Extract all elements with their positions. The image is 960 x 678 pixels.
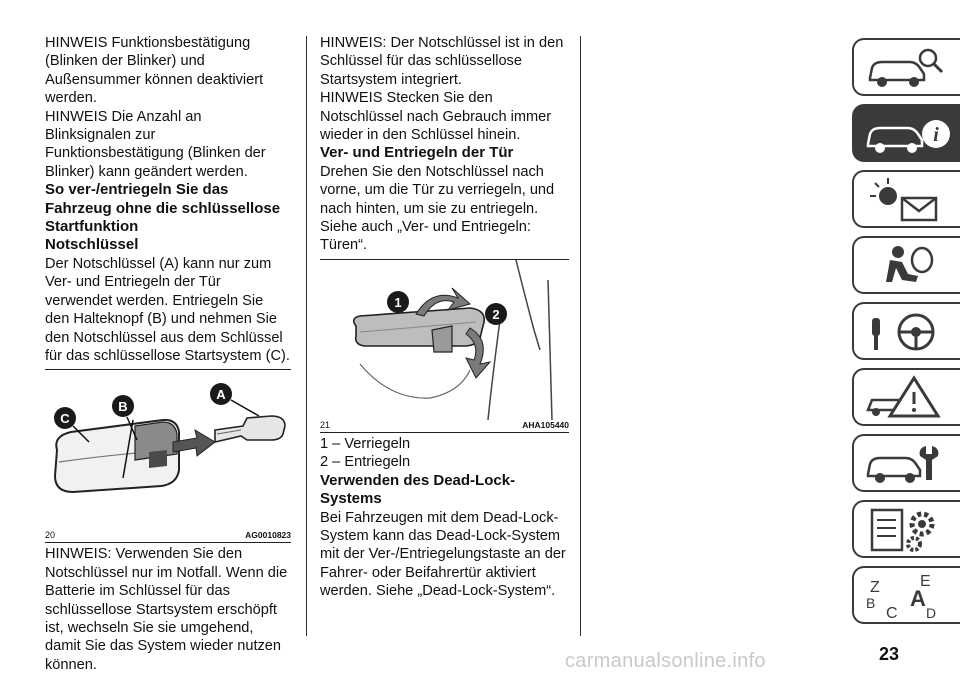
figure-caption (45, 530, 291, 543)
section-heading: Ver- und Entriegeln der Tür (320, 144, 514, 162)
tab-airbag-seat[interactable] (852, 236, 960, 294)
svg-text:A: A (910, 586, 926, 611)
key-illustration (45, 370, 291, 530)
page-number: 23 (879, 644, 900, 664)
figure-code: AG0010823 (245, 530, 291, 541)
body-paragraph: Drehen Sie den Notschlüssel nach vorne, um die Tür zu verriegeln, und nach hinten, um sie zu entriegeln. Siehe auch „Ver- und Entriegeln: Türen“. (320, 163, 555, 254)
specs-gear-icon (862, 506, 952, 554)
tab-specs[interactable] (852, 500, 960, 558)
note-paragraph: HINWEIS Die Anzahl an Blinksignalen zur Funktionsbestätigung (Blinken der Blinker) kann geändert werden. (45, 108, 266, 180)
svg-text:Z: Z (870, 579, 880, 596)
hazard-triangle-icon (862, 374, 952, 422)
section-heading: Verwenden des Dead-Lock-Systems (320, 471, 516, 508)
column-divider (580, 36, 581, 636)
body-paragraph: Der Notschlüssel (A) kann nur zum Ver- und Entriegeln der Tür verwendet werden. Entriegeln Sie den Halteknopf (B) und nehmen Sie den Notschlüssel aus dem Schlüssel für das schlüssellose Startsystem (C). (45, 255, 290, 364)
tab-index[interactable] (852, 566, 960, 624)
tab-car-info[interactable] (852, 104, 960, 162)
note-paragraph: HINWEIS: Verwenden Sie den Notschlüssel nur im Notfall. Wenn die Batterie im Schlüssel für das schlüssellose Startsystem erschöpft ist, wechseln Sie sie umgehend, damit Sie das System wieder nutzen können. (45, 546, 288, 673)
figure-door-lock (320, 259, 569, 433)
watermark: carmanualsonline.info (565, 650, 766, 672)
callout-b: B (118, 399, 128, 415)
callout-c: C (60, 411, 70, 427)
legend-item: 2 – Entriegeln (320, 454, 411, 471)
note-paragraph: HINWEIS: Der Notschlüssel ist in den Schlüssel für das schlüssellose Startsystem integriert. (320, 35, 564, 88)
section-heading: So ver-/entriegeln Sie das Fahrzeug ohne die schlüssellose Startfunktion (45, 181, 281, 236)
note-paragraph: HINWEIS Funktionsbestätigung (Blinken der Blinker) und Außensummer können deaktiviert werden. (45, 35, 264, 107)
tab-car-search[interactable] (852, 38, 960, 96)
right-column (320, 34, 569, 601)
svg-text:B: B (866, 595, 876, 611)
tab-hazard[interactable] (852, 368, 960, 426)
airbag-seat-icon (862, 242, 952, 290)
alphabet-index-icon (862, 572, 952, 620)
body-paragraph: Bei Fahrzeugen mit dem Dead-Lock-System kann das Dead-Lock-System mit der Ver-/Entriegelungstaste an der Fahrer- oder Beifahrertür aktiviert werden. Siehe „Dead-Lock-System“. (320, 509, 566, 600)
tab-warning-lights[interactable] (852, 170, 960, 228)
figure-number: 21 (320, 419, 331, 430)
car-info-icon (862, 110, 952, 158)
svg-text:C: C (886, 605, 898, 620)
tab-maintenance[interactable] (852, 434, 960, 492)
svg-text:D: D (926, 605, 937, 620)
svg-text:i: i (933, 124, 939, 146)
column-divider (306, 36, 307, 636)
car-wrench-icon (862, 440, 952, 488)
note-paragraph: HINWEIS Stecken Sie den Notschlüssel nach Gebrauch immer wieder in den Schlüssel hinein. (320, 90, 552, 144)
callout-1: 1 (394, 294, 402, 310)
callout-a: A (216, 387, 226, 403)
steering-key-icon (862, 308, 952, 356)
svg-text:E: E (920, 573, 931, 590)
door-lock-illustration (320, 260, 569, 420)
warning-lights-icon (862, 176, 952, 224)
car-search-icon (862, 44, 952, 92)
callout-2: 2 (492, 306, 500, 322)
figure-number: 20 (45, 530, 56, 541)
tab-steering-key[interactable] (852, 302, 960, 360)
figure-code: AHA105440 (522, 419, 569, 430)
subsection-heading: Notschlüssel (45, 236, 139, 254)
legend-item: 1 – Verriegeln (320, 435, 411, 452)
figure-caption (320, 420, 569, 433)
figure-emergency-key (45, 369, 291, 543)
left-column (45, 34, 291, 674)
